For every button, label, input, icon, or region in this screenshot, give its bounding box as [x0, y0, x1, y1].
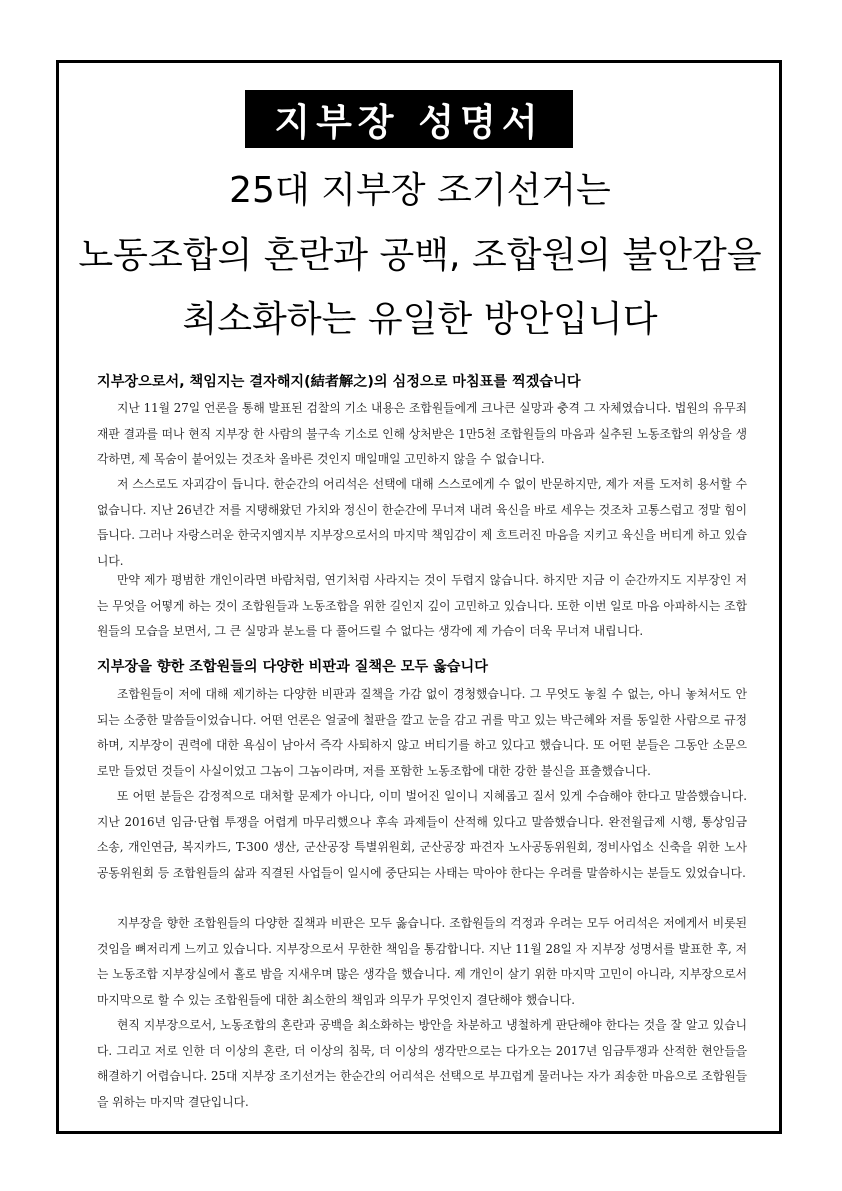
section-heading-2: 지부장을 향한 조합원들의 다양한 비판과 질책은 모두 옳습니다: [97, 659, 488, 675]
headline-line-1: 25대 지부장 조기선거는: [229, 170, 611, 211]
paragraph: 저 스스로도 자괴감이 듭니다. 한순간의 어리석은 선택에 대해 스스로에게 수 없이 반문하지만, 제가 저를 도저히 용서할 수 없습니다. 지난 26년간 저를 지탱해왔던 가치와 정신이 한순간에 무너져 내려 육신을 바로 세우는 것조차 고통스럽고 정말 힘이 듭니다. 그러나 자랑스러운 한국지엠지부 지부장으로서의 마지막 책임감이 제 흐트러진 마음을 지키고 육신을 버티게 하고 있습니다.: [97, 477, 747, 568]
paragraph: 또 어떤 분들은 감정적으로 대처할 문제가 아니다, 이미 벌어진 일이니 지혜롭고 질서 있게 수습해야 한다고 말씀했습니다. 지난 2016년 임금·단협 투쟁을 어렵게 마무리했으나 후속 과제들이 산적해 있다고 말씀했습니다. 완전월급제 시행, 통상임금 소송, 개인연금, 복지카드, T-300 생산, 군산공장 특별위원회, 군산공장 파견자 노사공동위원회, 정비사업소 신축을 위한 노사공동위원회 등 조합원들의 삶과 직결된 사업들이 일시에 중단되는 사태는 막아야 한다는 우려를 말씀하시는 분들도 있었습니다.: [97, 789, 747, 880]
headline-line-3: 최소화하는 유일한 방안입니다: [182, 299, 658, 340]
paragraph: 지난 11월 27일 언론을 통해 발표된 검찰의 기소 내용은 조합원들에게 크나큰 실망과 충격 그 자체였습니다. 법원의 유무죄 재판 결과를 떠나 현직 지부장 한 사람의 불구속 기소로 인해 상처받은 1만5천 조합원들의 마음과 실추된 노동조합의 위상을 생각하면, 제 목숨이 붙어있는 것조차 올바른 것인지 매일매일 고민하지 않을 수 없습니다.: [97, 401, 747, 467]
paragraph: 조합원들이 저에 대해 제기하는 다양한 비판과 질책을 가감 없이 경청했습니다. 그 무엇도 놓칠 수 없는, 아니 놓쳐서도 안 되는 소중한 말씀들이었습니다. 어떤 언론은 얼굴에 철판을 깔고 눈을 감고 귀를 막고 있는 박근혜와 저를 동일한 사람으로 규정하며, 지부장이 권력에 대한 욕심이 남아서 즉각 사퇴하지 않고 버티기를 하고 있다고 했습니다. 또 어떤 분들은 그동안 소문으로만 들었던 것들이 사실이었고 그놈이 그놈이라며, 저를 포함한 노동조합에 대한 강한 불신을 표출했습니다.: [97, 687, 747, 778]
paragraph: 만약 제가 평범한 개인이라면 바람처럼, 연기처럼 사라지는 것이 두렵지 않습니다. 하지만 지금 이 순간까지도 지부장인 저는 무엇을 어떻게 하는 것이 조합원들과 노동조합을 위한 길인지 깊이 고민하고 있습니다. 또한 이번 일로 마음 아파하시는 조합원들의 모습을 보면서, 그 큰 실망과 분노를 다 풀어드릴 수 없다는 생각에 제 가슴이 더욱 무너져 내립니다.: [97, 573, 747, 639]
paragraph: 지부장을 향한 조합원들의 다양한 질책과 비판은 모두 옳습니다. 조합원들의 걱정과 우려는 모두 어리석은 저에게서 비롯된 것임을 뼈저리게 느끼고 있습니다. 지부장으로서 무한한 책임을 통감합니다. 지난 11월 28일 자 지부장 성명서를 발표한 후, 저는 노동조합 지부장실에서 홀로 밤을 지새우며 많은 생각을 했습니다. 제 개인이 살기 위한 마지막 고민이 아니라, 지부장으로서 마지막으로 할 수 있는 조합원들에 대한 최소한의 책임과 의무가 무엇인지 결단해야 했습니다.: [97, 916, 747, 1007]
headline-line-2: 노동조합의 혼란과 공백, 조합원의 불안감을: [78, 235, 762, 276]
paragraph: 현직 지부장으로서, 노동조합의 혼란과 공백을 최소화하는 방안을 차분하고 냉철하게 판단해야 한다는 것을 잘 알고 있습니다. 그리고 저로 인한 더 이상의 혼란, 더 이상의 침묵, 더 이상의 생각만으로는 다가오는 2017년 임금투쟁과 산적한 현안들을 해결하기 어렵습니다. 25대 지부장 조기선거는 한순간의 어리석은 선택으로 부끄럽게 물러나는 자가 죄송한 마음으로 조합원들을 위하는 마지막 결단입니다.: [97, 1018, 747, 1109]
section-heading-1: 지부장으로서, 책임지는 결자해지(結者解之)의 심정으로 마침표를 찍겠습니다: [97, 374, 581, 390]
statement-banner: 지부장 성명서: [245, 90, 573, 148]
